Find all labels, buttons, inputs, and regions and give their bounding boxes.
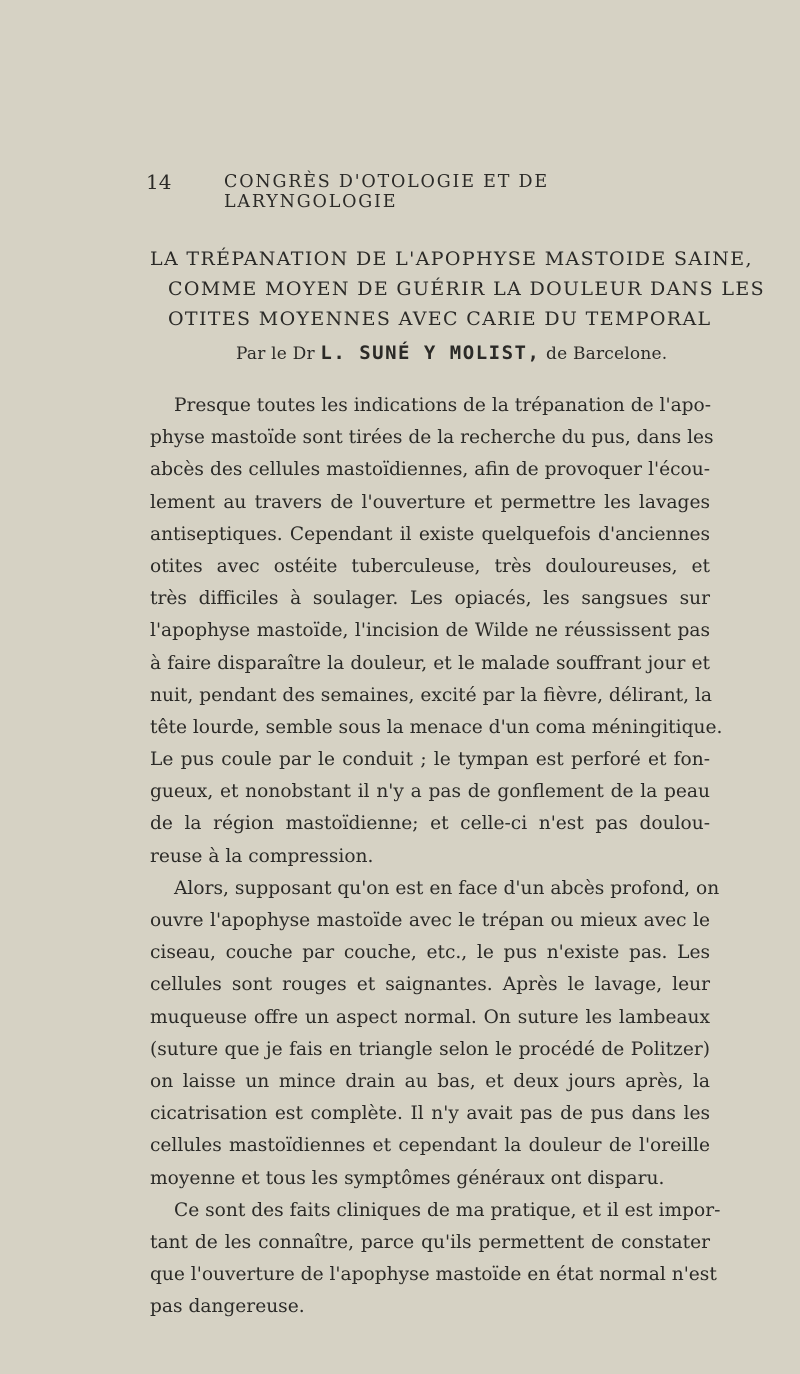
byline-prefix: Par le Dr bbox=[236, 344, 315, 364]
text-line: à faire disparaître la douleur, et le malade souffrant jour et bbox=[150, 652, 710, 674]
text-line: physe mastoïde sont tirées de la recherche du pus, dans les bbox=[150, 427, 714, 449]
text-line: muqueuse offre un aspect normal. On suture les lambeaux bbox=[150, 1006, 710, 1028]
text-line: que l'ouverture de l'apophyse mastoïde en état normal n'est bbox=[150, 1264, 717, 1286]
text-line: lement au travers de l'ouverture et permettre les lavages bbox=[150, 491, 710, 513]
text-line: Ce sont des faits cliniques de ma pratique, et il est impor- bbox=[174, 1199, 721, 1221]
text-line: ciseau, couche par couche, etc., le pus n'existe pas. Les bbox=[150, 942, 710, 964]
text-line: Presque toutes les indications de la trépanation de l'apo- bbox=[174, 395, 712, 416]
text-line: gueux, et nonobstant il n'y a pas de gonflement de la peau bbox=[150, 781, 710, 803]
text-line: cellules sont rouges et saignantes. Après le lavage, leur bbox=[150, 974, 710, 996]
text-line: très difficiles à soulager. Les opiacés, les sangsues sur bbox=[150, 588, 710, 610]
running-header bbox=[146, 170, 706, 212]
running-title: CONGRÈS D'OTOLOGIE ET DE LARYNGOLOGIE bbox=[224, 172, 549, 212]
text-line: nuit, pendant des semaines, excité par la fièvre, délirant, la bbox=[150, 684, 712, 706]
text-line: abcès des cellules mastoïdiennes, afin de provoquer l'écou- bbox=[150, 459, 710, 481]
text-line: otites avec ostéite tuberculeuse, très douloureuses, et bbox=[150, 555, 710, 577]
text-line: Le pus coule par le conduit ; le tympan est perforé et fon- bbox=[150, 749, 710, 771]
text-line: pas dangereuse. bbox=[150, 1296, 305, 1318]
title-line: LA TRÉPANATION DE L'APOPHYSE MASTOIDE SAINE, bbox=[150, 248, 753, 270]
text-line: Alors, supposant qu'on est en face d'un abcès profond, on bbox=[174, 877, 720, 899]
author-name: L. SUNÉ Y MOLIST, bbox=[320, 342, 541, 364]
title-line: OTITES MOYENNES AVEC CARIE DU TEMPORAL bbox=[168, 308, 712, 330]
text-line: moyenne et tous les symptômes généraux ont disparu. bbox=[150, 1167, 665, 1189]
text-line: cicatrisation est complète. Il n'y avait pas de pus dans les bbox=[150, 1103, 710, 1125]
text-line: reuse à la compression. bbox=[150, 845, 374, 867]
text-line: on laisse un mince drain au bas, et deux jours après, la bbox=[150, 1070, 710, 1092]
text-line: cellules mastoïdiennes et cependant la douleur de l'oreille bbox=[150, 1135, 710, 1157]
text-line: (suture que je fais en triangle selon le procédé de Politzer) bbox=[150, 1038, 710, 1060]
text-line: de la région mastoïdienne; et celle-ci n'est pas doulou- bbox=[150, 813, 710, 835]
title-line: COMME MOYEN DE GUÉRIR LA DOULEUR DANS LES bbox=[168, 278, 765, 300]
text-line: tant de les connaître, parce qu'ils permettent de constater bbox=[150, 1231, 710, 1253]
text-line: l'apophyse mastoïde, l'incision de Wilde ne réussissent pas bbox=[150, 620, 710, 642]
page-number: 14 bbox=[146, 170, 172, 194]
byline-suffix: de Barcelone. bbox=[546, 344, 668, 364]
article-body bbox=[150, 390, 723, 1323]
text-line: tête lourde, semble sous la menace d'un coma méningitique. bbox=[150, 716, 723, 738]
text-line: antiseptiques. Cependant il existe quelquefois d'anciennes bbox=[150, 523, 710, 545]
text-line: ouvre l'apophyse mastoïde avec le trépan ou mieux avec le bbox=[150, 910, 710, 931]
byline bbox=[236, 342, 667, 364]
article-title bbox=[150, 244, 765, 334]
